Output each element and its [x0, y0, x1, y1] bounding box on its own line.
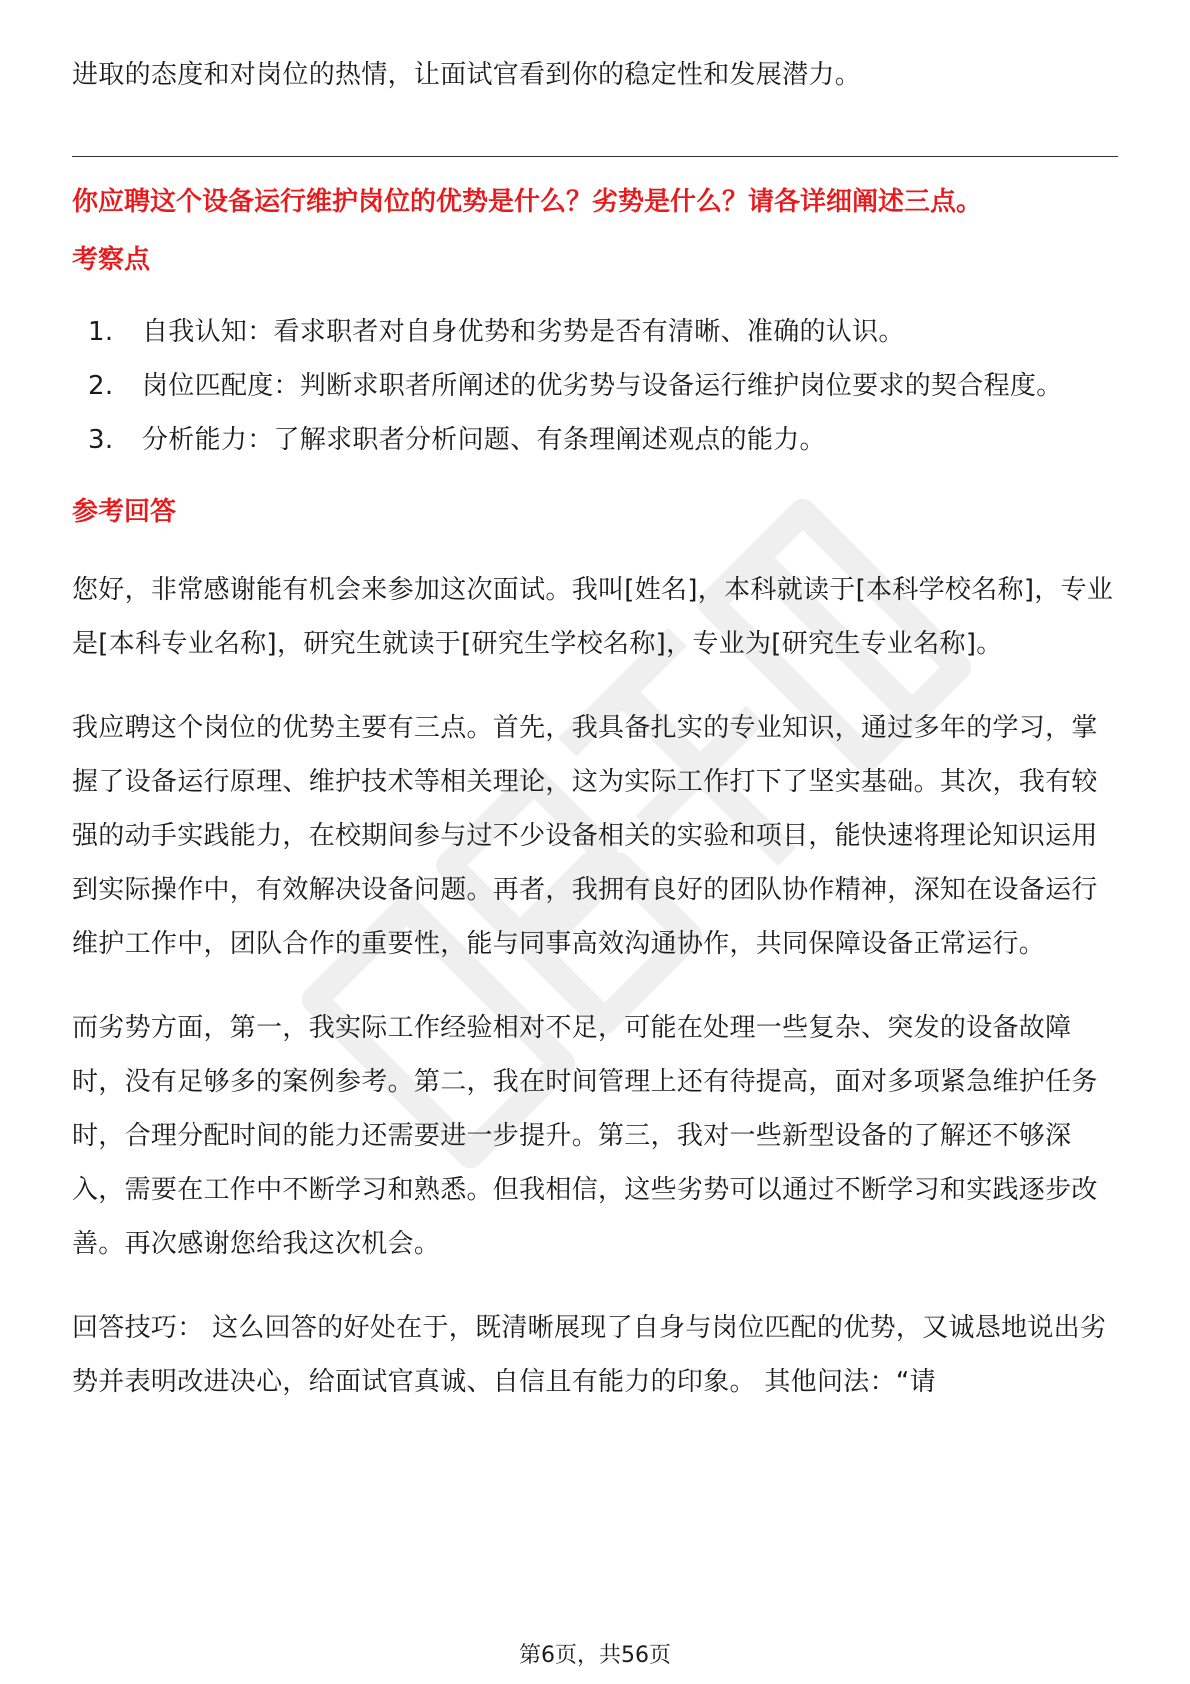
list-item-number: 3.: [88, 425, 114, 455]
list-item: [72, 413, 1118, 467]
answer-tips-paragraph: 回答技巧： 这么回答的好处在于，既清晰展现了自身与岗位匹配的优势，又诚恳地说出劣势并表明改进决心，给面试官真诚、自信且有能力的印象。 其他问法：“请: [72, 1313, 1107, 1397]
check-points-list: [72, 305, 1118, 467]
list-item-number: 1.: [88, 317, 114, 347]
list-item: [72, 305, 1118, 359]
section-divider: [72, 156, 1118, 157]
answer-paragraph: 而劣势方面，第一，我实际工作经验相对不足，可能在处理一些复杂、突发的设备故障时，没有足够多的案例参考。第二，我在时间管理上还有待提高，面对多项紧急维护任务时，合理分配时间的能力还需要进一步提升。第三，我对一些新型设备的了解还不够深入，需要在工作中不断学习和熟悉。但我相信，这些劣势可以通过不断学习和实践逐步改善。再次感谢您给我这次机会。: [72, 1013, 1098, 1259]
answer-paragraph: 您好，非常感谢能有机会来参加这次面试。我叫[姓名]，本科就读于[本科学校名称]，专业是[本科专业名称]，研究生就读于[研究生学校名称]，专业为[研究生专业名称]。: [72, 575, 1114, 659]
check-points-heading: 考察点: [72, 245, 151, 275]
list-item: [72, 359, 1118, 413]
page-content: [72, 48, 1118, 1409]
answer-heading: 参考回答: [72, 497, 177, 527]
list-item-number: 2.: [88, 371, 114, 401]
list-item-text: 岗位匹配度：判断求职者所阐述的优劣势与设备运行维护岗位要求的契合程度。: [142, 371, 1063, 401]
page-number-footer: 第6页，共56页: [519, 1643, 671, 1668]
intro-tail-text: 进取的态度和对岗位的热情，让面试官看到你的稳定性和发展潜力。: [72, 60, 862, 90]
answer-paragraph: 我应聘这个岗位的优势主要有三点。首先，我具备扎实的专业知识，通过多年的学习，掌握了设备运行原理、维护技术等相关理论，这为实际工作打下了坚实基础。其次，我有较强的动手实践能力，在校期间参与过不少设备相关的实验和项目，能快速将理论知识运用到实际操作中，有效解决设备问题。再者，我拥有良好的团队协作精神，深知在设备运行维护工作中，团队合作的重要性，能与同事高效沟通协作，共同保障设备正常运行。: [72, 713, 1098, 959]
list-item-text: 分析能力：了解求职者分析问题、有条理阐述观点的能力。: [142, 425, 826, 455]
list-item-text: 自我认知：看求职者对自身优势和劣势是否有清晰、准确的认识。: [142, 317, 905, 347]
question-heading: 你应聘这个设备运行维护岗位的优势是什么？劣势是什么？请各详细阐述三点。: [72, 187, 983, 217]
